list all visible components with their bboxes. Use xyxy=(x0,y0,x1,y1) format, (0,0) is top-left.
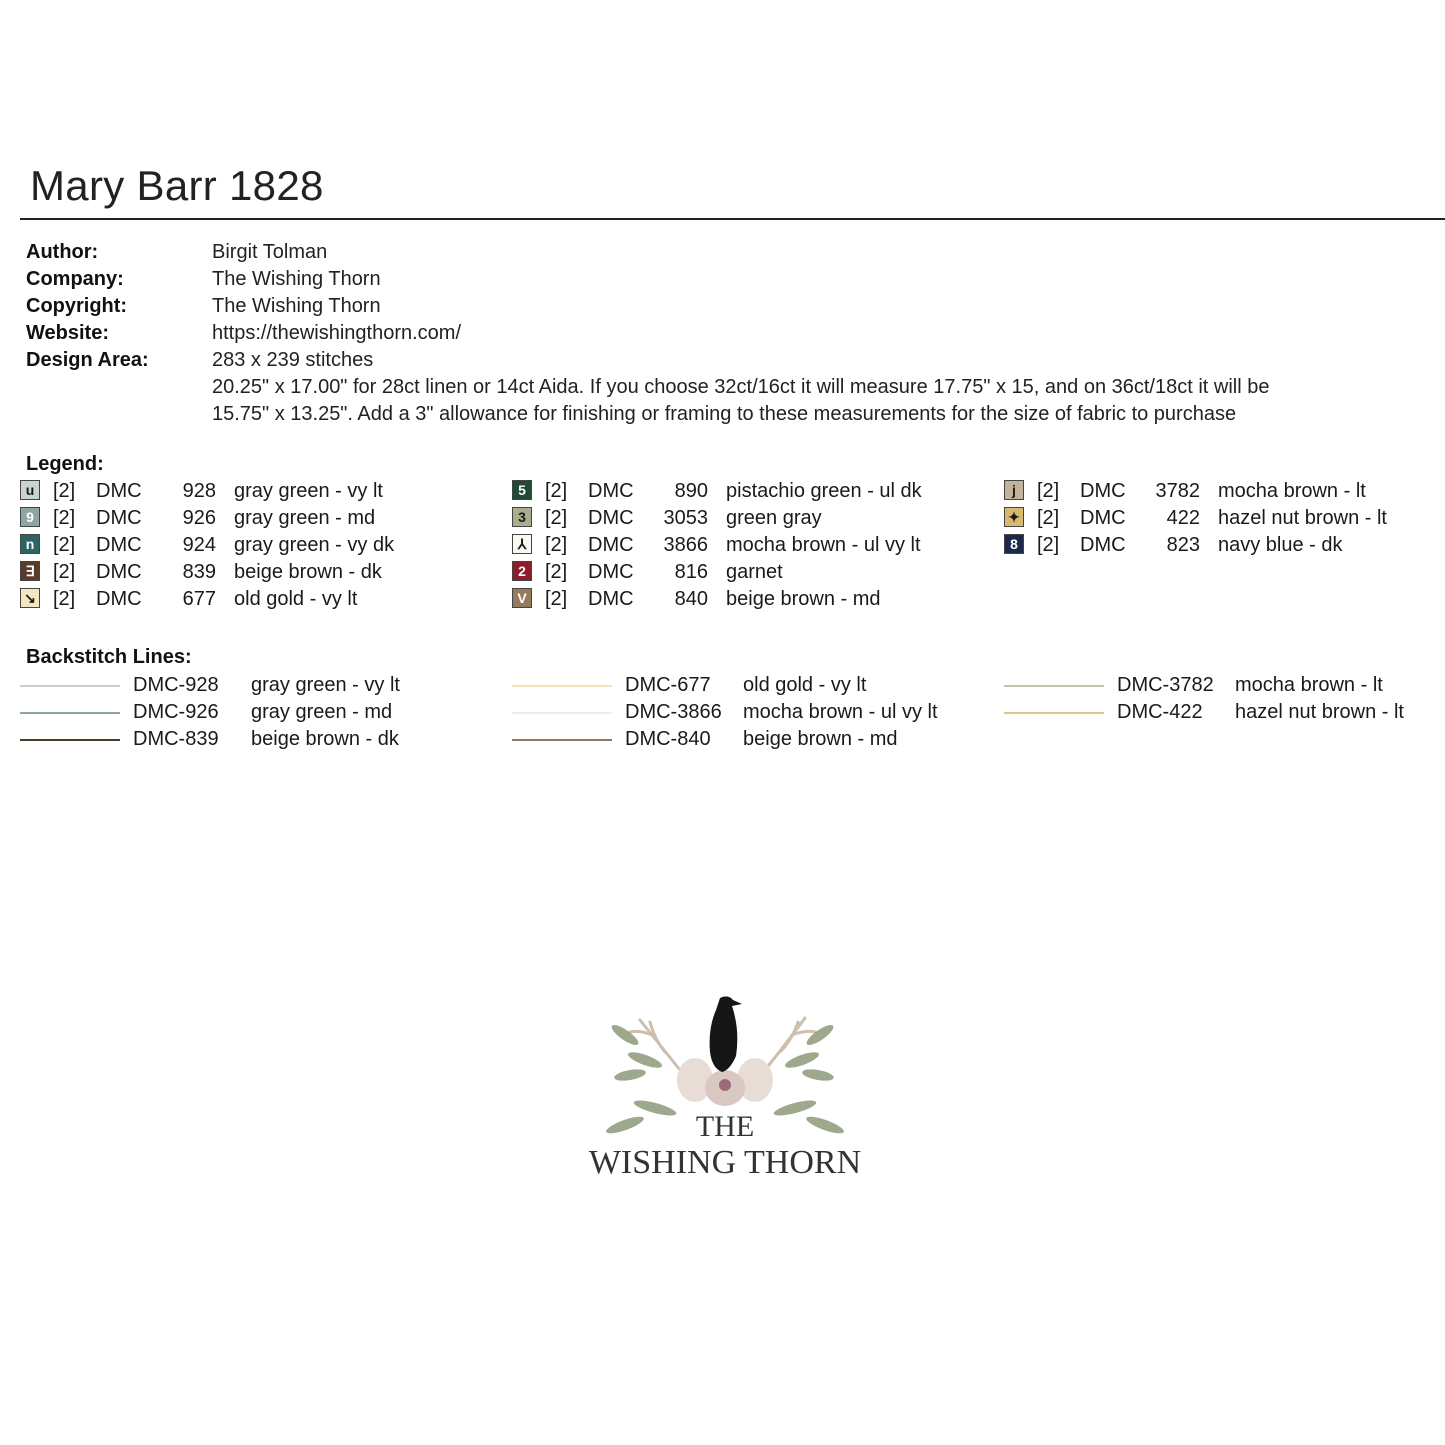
backstitch-code: DMC-677 xyxy=(625,674,711,696)
legend-strands: [2] xyxy=(1037,507,1060,529)
legend-brand: DMC xyxy=(96,534,142,556)
legend-row xyxy=(1004,505,1445,532)
copyright-row xyxy=(26,293,1426,320)
legend-number: 816 xyxy=(674,561,708,583)
backstitch-line-sample xyxy=(512,739,612,741)
legend-number: 3782 xyxy=(1155,480,1200,502)
backstitch-row xyxy=(512,672,982,699)
legend-strands: [2] xyxy=(53,480,76,502)
legend-strands: [2] xyxy=(545,588,568,610)
backstitch-row xyxy=(20,726,490,753)
legend-column-1 xyxy=(20,478,490,613)
legend-color-name: gray green - vy dk xyxy=(234,534,395,556)
title-divider xyxy=(20,218,1445,220)
legend-color-name: gray green - vy lt xyxy=(234,480,383,502)
color-swatch-icon: 3 xyxy=(512,507,532,527)
author-value: Birgit Tolman xyxy=(212,241,328,263)
backstitch-color-name: mocha brown - ul vy lt xyxy=(743,701,938,723)
legend-row xyxy=(512,559,982,586)
legend-number: 839 xyxy=(182,561,216,583)
legend-row xyxy=(1004,532,1445,559)
legend-strands: [2] xyxy=(53,507,76,529)
legend-strands: [2] xyxy=(1037,534,1060,556)
backstitch-color-name: gray green - vy lt xyxy=(251,674,400,696)
backstitch-code: DMC-926 xyxy=(133,701,219,723)
legend-row xyxy=(20,505,490,532)
backstitch-color-name: mocha brown - lt xyxy=(1235,674,1383,696)
legend-color-name: beige brown - dk xyxy=(234,561,382,583)
backstitch-color-name: old gold - vy lt xyxy=(743,674,867,696)
backstitch-line-sample xyxy=(20,712,120,714)
legend-row xyxy=(512,586,982,613)
author-label: Author: xyxy=(26,241,99,263)
legend-number: 928 xyxy=(182,480,216,502)
page-title: Mary Barr 1828 xyxy=(30,162,324,209)
backstitch-line-sample xyxy=(20,739,120,741)
legend-color-name: green gray xyxy=(726,507,822,529)
legend-color-name: mocha brown - ul vy lt xyxy=(726,534,921,556)
legend-color-name: pistachio green - ul dk xyxy=(726,480,922,502)
legend-color-name: beige brown - md xyxy=(726,588,881,610)
backstitch-row xyxy=(1004,672,1445,699)
legend-strands: [2] xyxy=(1037,480,1060,502)
backstitch-column-3 xyxy=(1004,672,1445,726)
legend-number: 677 xyxy=(182,588,216,610)
legend-row xyxy=(512,505,982,532)
legend-heading: Legend: xyxy=(26,453,104,475)
website-row xyxy=(26,320,1426,347)
legend-column-3 xyxy=(1004,478,1445,559)
color-swatch-icon: ↘ xyxy=(20,588,40,608)
color-swatch-icon: u xyxy=(20,480,40,500)
logo-text-line-1: THE xyxy=(695,1110,755,1143)
wishing-thorn-logo xyxy=(570,990,880,1190)
legend-brand: DMC xyxy=(1080,534,1126,556)
backstitch-line-sample xyxy=(20,685,120,687)
legend-brand: DMC xyxy=(96,480,142,502)
legend-number: 840 xyxy=(674,588,708,610)
legend-color-name: hazel nut brown - lt xyxy=(1218,507,1387,529)
backstitch-line-sample xyxy=(1004,685,1104,687)
pattern-info xyxy=(26,239,1426,428)
backstitch-color-name: beige brown - md xyxy=(743,728,898,750)
legend-strands: [2] xyxy=(545,534,568,556)
size-note-line-2: 15.75" x 13.25". Add a 3" allowance for finishing or framing to these measurements for the size of fabric to purchase xyxy=(212,403,1237,425)
backstitch-line-sample xyxy=(512,685,612,687)
legend-row xyxy=(20,478,490,505)
size-note-line-1: 20.25" x 17.00" for 28ct linen or 14ct Aida. If you choose 32ct/16ct it will measure 17.75" x 15, and on 36ct/18ct it will be xyxy=(212,376,1270,398)
size-line-2-row xyxy=(26,401,1426,428)
website-label: Website: xyxy=(26,322,109,344)
backstitch-row xyxy=(1004,699,1445,726)
backstitch-code: DMC-839 xyxy=(133,728,219,750)
color-swatch-icon: ✦ xyxy=(1004,507,1024,527)
color-swatch-icon: V xyxy=(512,588,532,608)
copyright-label: Copyright: xyxy=(26,295,128,317)
backstitch-color-name: beige brown - dk xyxy=(251,728,399,750)
legend-brand: DMC xyxy=(96,561,142,583)
legend-number: 422 xyxy=(1166,507,1200,529)
company-row xyxy=(26,266,1426,293)
color-swatch-icon: j xyxy=(1004,480,1024,500)
legend-number: 890 xyxy=(674,480,708,502)
legend-brand: DMC xyxy=(1080,480,1126,502)
color-swatch-icon: ∃ xyxy=(20,561,40,581)
backstitch-row xyxy=(20,699,490,726)
copyright-value: The Wishing Thorn xyxy=(212,295,381,317)
color-swatch-icon: 9 xyxy=(20,507,40,527)
legend-brand: DMC xyxy=(588,588,634,610)
size-line-1-row xyxy=(26,374,1426,401)
legend-row xyxy=(512,532,982,559)
legend-color-name: garnet xyxy=(726,561,783,583)
legend-number: 3866 xyxy=(663,534,708,556)
legend-row xyxy=(1004,478,1445,505)
company-value: The Wishing Thorn xyxy=(212,268,381,290)
legend-color-name: navy blue - dk xyxy=(1218,534,1343,556)
company-label: Company: xyxy=(26,268,124,290)
raven-icon xyxy=(710,996,742,1072)
legend-row xyxy=(512,478,982,505)
legend-brand: DMC xyxy=(1080,507,1126,529)
legend-row xyxy=(20,586,490,613)
backstitch-row xyxy=(20,672,490,699)
color-swatch-icon: ⅄ xyxy=(512,534,532,554)
color-swatch-icon: 5 xyxy=(512,480,532,500)
backstitch-color-name: hazel nut brown - lt xyxy=(1235,701,1404,723)
legend-brand: DMC xyxy=(96,507,142,529)
backstitch-column-1 xyxy=(20,672,490,753)
backstitch-code: DMC-3866 xyxy=(625,701,722,723)
backstitch-color-name: gray green - md xyxy=(251,701,393,723)
legend-color-name: old gold - vy lt xyxy=(234,588,358,610)
author-row xyxy=(26,239,1426,266)
legend-number: 3053 xyxy=(663,507,708,529)
backstitch-code: DMC-840 xyxy=(625,728,711,750)
legend-number: 924 xyxy=(182,534,216,556)
legend-row xyxy=(20,559,490,586)
legend-row xyxy=(20,532,490,559)
logo-text-line-2: WISHING THORN xyxy=(588,1144,862,1181)
legend-strands: [2] xyxy=(53,561,76,583)
legend-brand: DMC xyxy=(588,507,634,529)
legend-strands: [2] xyxy=(545,561,568,583)
legend-brand: DMC xyxy=(588,534,634,556)
color-swatch-icon: 2 xyxy=(512,561,532,581)
legend-number: 926 xyxy=(182,507,216,529)
legend-brand: DMC xyxy=(588,561,634,583)
color-swatch-icon: 8 xyxy=(1004,534,1024,554)
backstitch-row xyxy=(512,699,982,726)
legend-color-name: mocha brown - lt xyxy=(1218,480,1366,502)
backstitch-line-sample xyxy=(512,712,612,714)
legend-brand: DMC xyxy=(588,480,634,502)
design-area-value: 283 x 239 stitches xyxy=(212,349,374,371)
design-area-label: Design Area: xyxy=(26,349,149,371)
website-link[interactable]: https://thewishingthorn.com/ xyxy=(212,322,462,344)
design-area-row xyxy=(26,347,1426,374)
backstitch-column-2 xyxy=(512,672,982,753)
legend-column-2 xyxy=(512,478,982,613)
backstitch-code: DMC-3782 xyxy=(1117,674,1214,696)
color-swatch-icon: n xyxy=(20,534,40,554)
legend-brand: DMC xyxy=(96,588,142,610)
legend-number: 823 xyxy=(1166,534,1200,556)
legend-color-name: gray green - md xyxy=(234,507,376,529)
legend-strands: [2] xyxy=(545,507,568,529)
backstitch-code: DMC-928 xyxy=(133,674,219,696)
backstitch-heading: Backstitch Lines: xyxy=(26,646,192,668)
backstitch-code: DMC-422 xyxy=(1117,701,1203,723)
legend-strands: [2] xyxy=(545,480,568,502)
legend-strands: [2] xyxy=(53,588,76,610)
backstitch-row xyxy=(512,726,982,753)
legend-strands: [2] xyxy=(53,534,76,556)
backstitch-line-sample xyxy=(1004,712,1104,714)
